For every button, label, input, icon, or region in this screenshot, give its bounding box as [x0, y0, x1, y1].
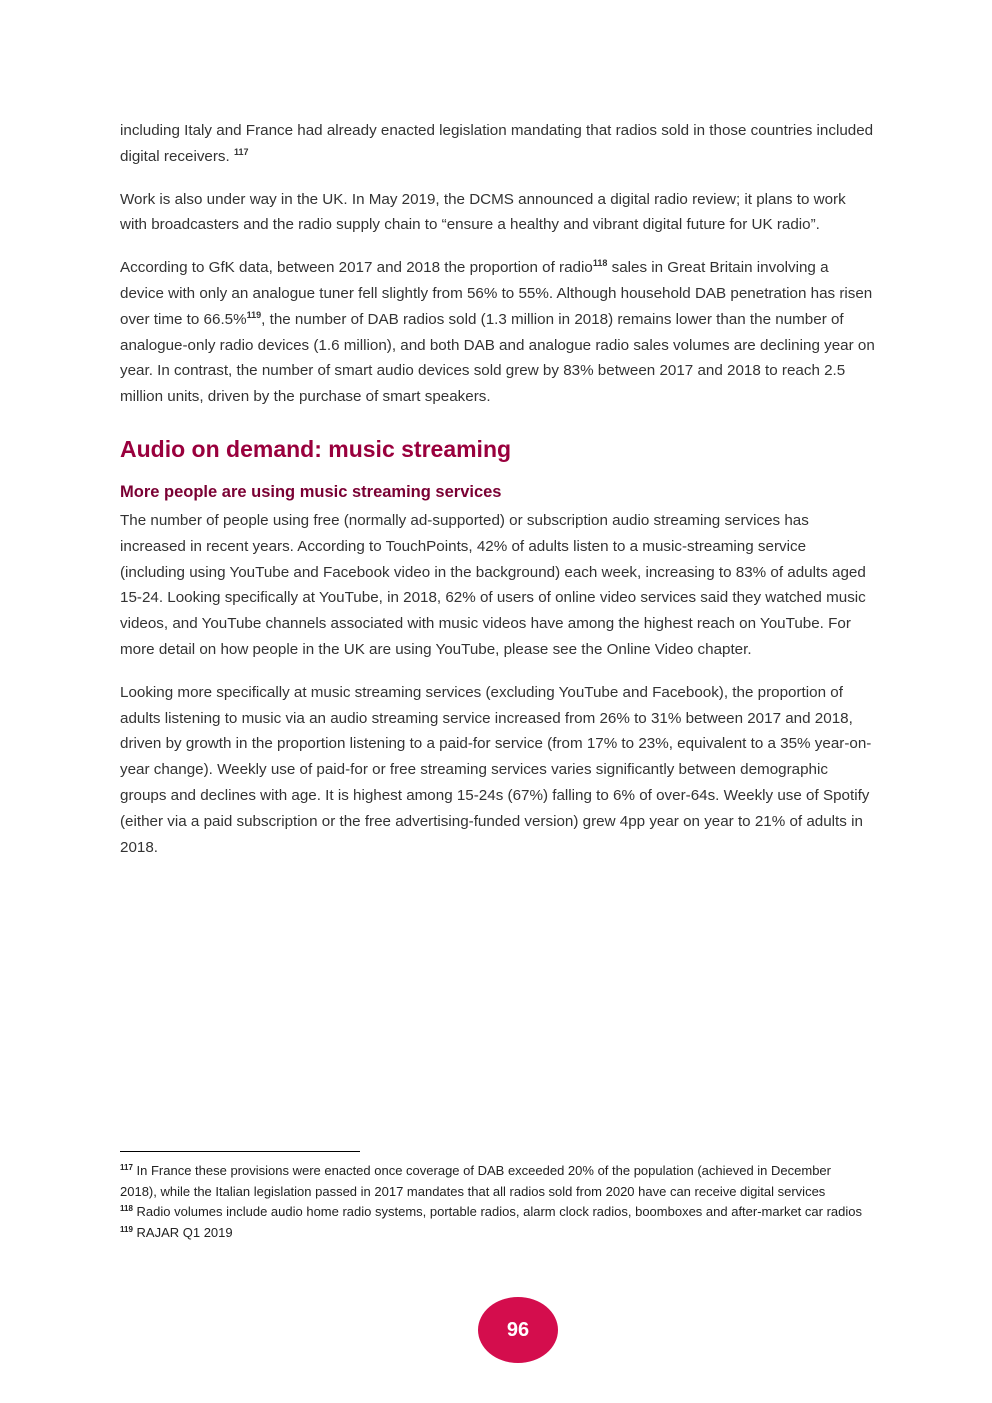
page-number: 96 [506, 1318, 530, 1341]
paragraph-streaming-services: Looking more specifically at music streaming services (excluding YouTube and Facebook), the proportion of adults listening to music via an audio streaming service increased from 26% to 31% between 2017 and 2018, driven by growth in the proportion listening to a paid-for service (from 17% to 23%, equivalent to a 35% year-on-year change). Weekly use of paid-for or free streaming services varies significantly between demographic groups and declines with age. It is highest among 15-24s (67%) falling to 6% of over-64s. Weekly use of Spotify (either via a paid subscription or the free advertising-funded version) grew 4pp year on year to 21% of adults in 2018. [120, 683, 872, 856]
section-heading: Audio on demand: music streaming [120, 435, 512, 462]
footnote-ref-119[interactable]: 119 [246, 309, 262, 320]
footnote-118: $^{118}$ Radio volumes include audio home radio systems, portable radios, alarm clock radios, boomboxes and after-market car radios [120, 1204, 862, 1219]
page-number-badge [478, 1297, 558, 1363]
subsection-heading: More people are using music streaming services [120, 482, 502, 501]
page-body [120, 118, 875, 877]
paragraph-intro: including Italy and France had already enacted legislation mandating that radios sold in those countries included digital receivers. $^{117}$ [120, 122, 874, 165]
footnote-ref-118[interactable]: 118 [592, 258, 608, 269]
paragraph-gfk-data: According to GfK data, between 2017 and 2018 the proportion of radio$^{118}$ sales in Great Britain involving a device with only an analogue tuner fell slightly from 56% to 55%. Although household DAB penetration has risen over time to 66.5%$^{119}$, the number of DAB radios sold (1.3 million in 2018) remains lower than the number of analogue-only radio devices (1.6 million), and both DAB and analogue radio sales volumes are declining year on year. In contrast, the number of smart audio devices sold grew by 83% between 2017 and 2018 to reach 2.5 million units, driven by the purchase of smart speakers. [120, 258, 875, 406]
paragraph-uk-review: Work is also under way in the UK. In May 2019, the DCMS announced a digital radio review; it plans to work with broadcasters and the radio supply chain to “ensure a healthy and vibrant digital future for UK radio”. [120, 190, 846, 234]
footnote-ref-117[interactable]: 117 [233, 146, 249, 157]
footnote-117: $^{117}$ In France these provisions were enacted once coverage of DAB exceeded 20% of the population (achieved in December 2018), while the Italian legislation passed in 2017 mandates that all radios sold from 2020 have can receive digital services [120, 1163, 831, 1199]
footnote-119: $^{119}$ RAJAR Q1 2019 [120, 1224, 233, 1240]
footnotes [120, 1161, 865, 1243]
footnote-divider [120, 1151, 360, 1152]
paragraph-streaming-usage: The number of people using free (normally ad-supported) or subscription audio streaming services has increased in recent years. According to TouchPoints, 42% of adults listen to a music-streaming service (including using YouTube and Facebook video in the background) each week, increasing to 83% of adults aged 15-24. Looking specifically at YouTube, in 2018, 62% of users of online video services said they watched music videos, and YouTube channels associated with music videos have among the highest reach on YouTube. For more detail on how people in the UK are using YouTube, please see the Online Video chapter. [120, 511, 866, 658]
